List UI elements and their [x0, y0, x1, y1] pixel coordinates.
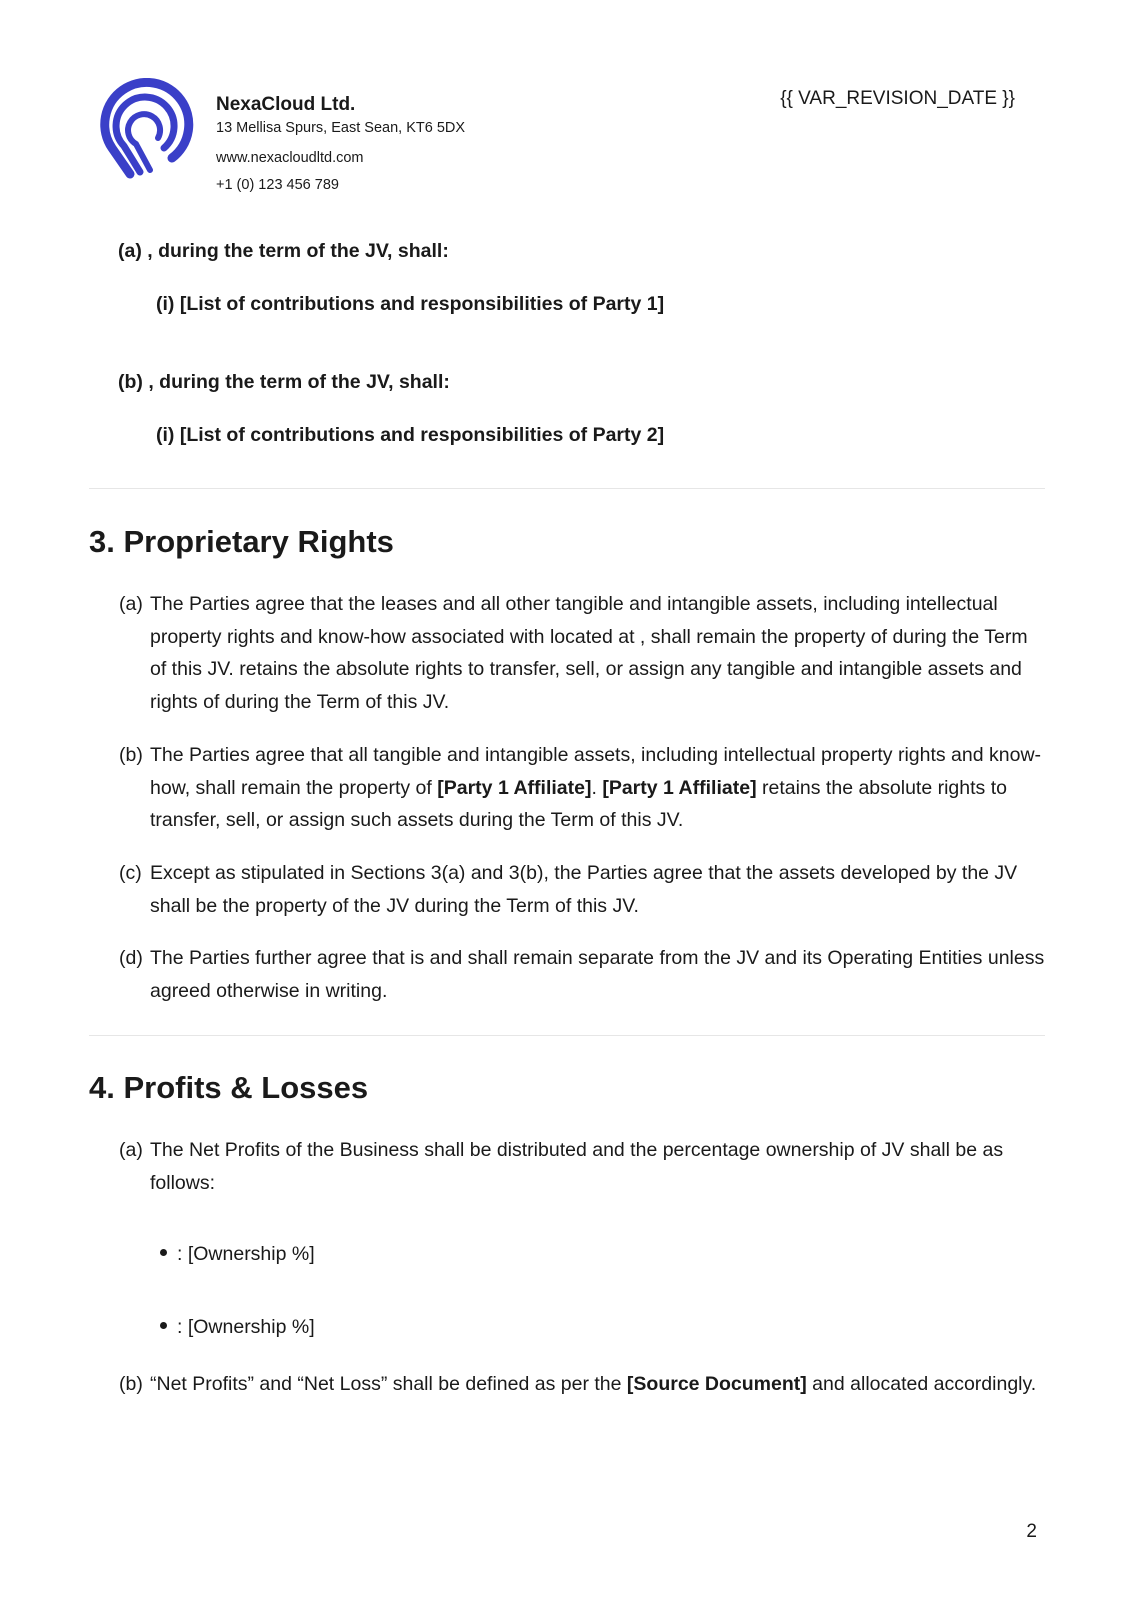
section-divider [89, 488, 1045, 489]
company-website: www.nexacloudltd.com [216, 150, 364, 166]
clause-label: (c) [119, 862, 142, 884]
section-3a [119, 588, 1049, 718]
bullet-icon [160, 1249, 167, 1256]
contribution-a-item: (i) [List of contributions and responsibilities of Party 1] [156, 293, 665, 315]
clause-label: (d) [119, 947, 143, 969]
section-divider [89, 1035, 1045, 1036]
clause-label: (b) [119, 744, 143, 766]
party-1-affiliate: [Party 1 Affiliate] [602, 776, 757, 799]
clause-text: The Parties agree that all tangible and intangible assets, including intellectual property rights and know-how, shall remain the property of [Party 1 Affiliate]. [Party 1 Affiliate] retains the absolute rights to transfer, sell, or assign such assets during the Term of this JV. [150, 744, 1042, 831]
company-address: 13 Mellisa Spurs, East Sean, KT6 5DX [216, 120, 466, 136]
ownership-bullet: : [Ownership %] [160, 1316, 315, 1339]
page-number: 2 [1026, 1521, 1037, 1542]
clause-label: (a) [119, 1139, 143, 1161]
section-4-title: 4. Profits & Losses [89, 1070, 369, 1105]
section-4b [119, 1368, 1049, 1401]
contribution-b-label: (b) , during the term of the JV, shall: [118, 371, 450, 393]
company-phone: +1 (0) 123 456 789 [216, 177, 339, 193]
section-3-title: 3. Proprietary Rights [89, 524, 394, 559]
section-4a [119, 1134, 1049, 1199]
clause-text: The Net Profits of the Business shall be distributed and the percentage ownership of JV shall be as follows: [150, 1139, 1004, 1194]
clause-text: The Parties agree that the leases and all other tangible and intangible assets, including intellectual property rights and know-how associated with located at , shall remain the property of during the Term of this JV. retains the absolute rights to transfer, sell, or assign any tangible and intangible assets and rights of during the Term of this JV. [150, 593, 1028, 713]
bullet-icon [160, 1322, 167, 1329]
clause-label: (a) [119, 593, 143, 615]
clause-label: (b) [119, 1373, 143, 1395]
contribution-a-label: (a) , during the term of the JV, shall: [118, 240, 449, 262]
section-3b [119, 739, 1049, 837]
revision-date: {{ VAR_REVISION_DATE }} [780, 88, 1015, 109]
clause-text: “Net Profits” and “Net Loss” shall be defined as per the [Source Document] and allocated accordingly. [150, 1373, 1037, 1395]
source-document: [Source Document] [626, 1373, 807, 1395]
company-info [216, 94, 465, 204]
party-1-affiliate: [Party 1 Affiliate] [437, 776, 592, 799]
company-logo [100, 78, 194, 182]
clause-text: The Parties further agree that is and shall remain separate from the JV and its Operating Entities unless agreed otherwise in writing. [150, 947, 1045, 1002]
ownership-bullet: : [Ownership %] [160, 1243, 315, 1266]
section-3c [119, 857, 1049, 922]
section-3d [119, 942, 1049, 1007]
clause-text: Except as stipulated in Sections 3(a) and 3(b), the Parties agree that the assets developed by the JV shall be the property of the JV during the Term of this JV. [150, 862, 1018, 917]
contribution-b-item: (i) [List of contributions and responsibilities of Party 2] [156, 424, 665, 446]
company-name: NexaCloud Ltd. [216, 94, 356, 115]
